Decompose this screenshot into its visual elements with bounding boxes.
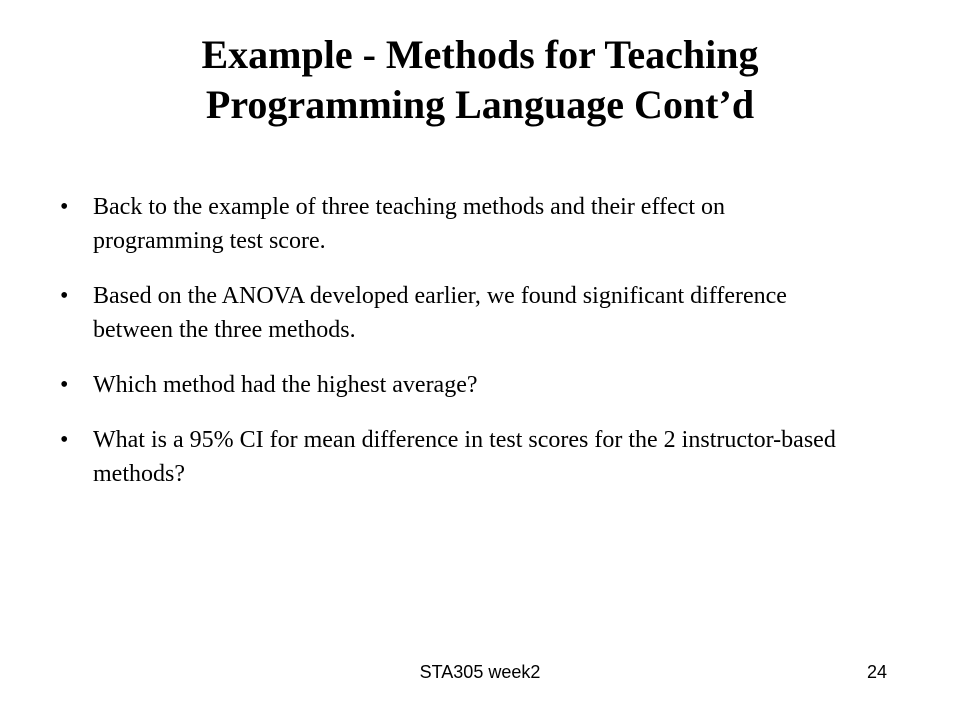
bullet-item xyxy=(60,423,860,491)
bullet-icon: • xyxy=(60,427,69,453)
slide-title-line-2: Programming Language Cont’d xyxy=(205,82,755,127)
bullet-icon: • xyxy=(60,372,69,398)
bullet-text: Based on the ANOVA developed earlier, we found significant difference between the three methods. xyxy=(93,283,787,343)
bullet-text: Back to the example of three teaching methods and their effect on programming test score. xyxy=(93,194,725,254)
slide-title-line-1: Example - Methods for Teaching xyxy=(201,32,759,77)
bullet-item xyxy=(60,279,860,347)
bullet-item xyxy=(60,368,860,402)
bullet-item xyxy=(60,190,860,258)
bullet-text: Which method had the highest average? xyxy=(93,372,478,398)
bullet-text: What is a 95% CI for mean difference in test scores for the 2 instructor-based methods? xyxy=(93,427,836,487)
page-number: 24 xyxy=(866,662,887,682)
bullet-list xyxy=(60,190,860,512)
bullet-icon: • xyxy=(60,194,69,220)
bullet-icon: • xyxy=(60,283,69,309)
footer-course-label: STA305 week2 xyxy=(419,662,541,682)
slide-title xyxy=(60,30,900,130)
